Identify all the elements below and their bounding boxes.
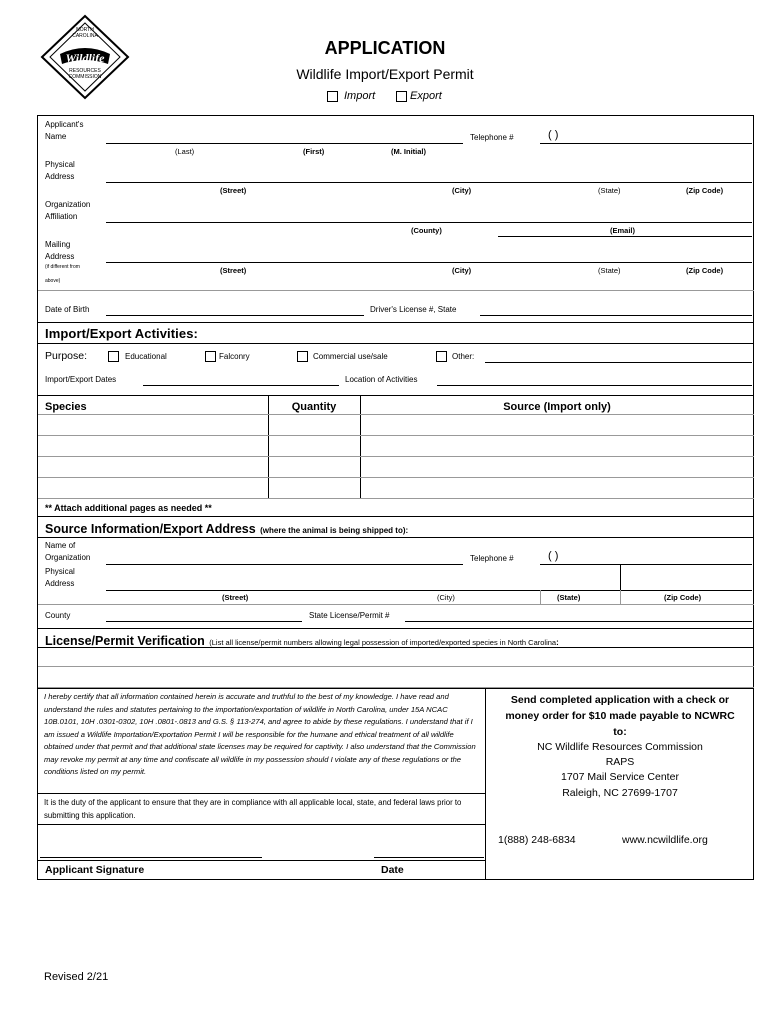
dob-label: Date of Birth (45, 305, 90, 314)
mailing-address-field[interactable] (106, 262, 752, 263)
table-row[interactable] (38, 456, 754, 457)
duty-text: It is the duty of the applicant to ensure that they are in compliance with all applicable local, state, and federal laws prior to submitting this application. (44, 798, 462, 820)
location-field[interactable] (437, 385, 752, 386)
falconry-label: Falconry (219, 352, 250, 361)
email-label: (Email) (610, 226, 636, 235)
attach-note: ** Attach additional pages as needed ** (45, 503, 212, 513)
mailing-label-1: Mailing (45, 240, 71, 249)
name-field[interactable] (106, 143, 463, 144)
mail-city: Raleigh, NC 27699-1707 (562, 787, 678, 799)
divider (38, 343, 754, 344)
applicant-label-2: Name (45, 132, 67, 141)
page-subtitle: Wildlife Import/Export Permit (296, 66, 474, 82)
mailing-label-4: above) (45, 278, 61, 284)
src-city-label: (City) (437, 593, 455, 602)
applicant-label-1: Applicant's (45, 120, 84, 129)
logo-text-wildlife: Wildlife (65, 51, 105, 65)
source-header: Source (Import only) (503, 401, 611, 413)
location-label: Location of Activities (345, 375, 418, 384)
org-field[interactable] (106, 222, 752, 223)
src-county-field[interactable] (106, 621, 302, 622)
logo-text-low: RESOURCES (69, 68, 101, 74)
page-title: APPLICATION (324, 38, 446, 58)
src-address-field[interactable] (106, 590, 752, 591)
src-org-label-2: Organization (45, 553, 91, 562)
date-field[interactable] (374, 857, 484, 858)
src-zip-label: (Zip Code) (664, 593, 702, 602)
physical-address-field[interactable] (106, 182, 752, 183)
export-label: Export (410, 90, 442, 102)
divider (38, 793, 485, 794)
license-field[interactable] (480, 315, 752, 316)
table-row[interactable] (38, 477, 754, 478)
divider (38, 688, 754, 689)
src-cell-divider (620, 564, 621, 591)
table-row[interactable] (38, 435, 754, 436)
import-label: Import (344, 90, 376, 102)
verification-note: (List all license/permit numbers allowing legal possession of imported/exported species in North Carolina (209, 638, 557, 647)
verification-row[interactable] (38, 666, 754, 667)
import-checkbox[interactable] (327, 91, 338, 102)
signature-label: Applicant Signature (45, 864, 145, 876)
src-phys-label-1: Physical (45, 567, 75, 576)
mail-street-label: (Street) (220, 266, 247, 275)
mail-org: NC Wildlife Resources Commission (537, 741, 703, 753)
falconry-checkbox[interactable] (205, 351, 216, 362)
zip-label: (Zip Code) (686, 186, 724, 195)
dates-field[interactable] (143, 385, 339, 386)
educational-checkbox[interactable] (108, 351, 119, 362)
src-cell-divider (620, 590, 621, 604)
src-county-label: County (45, 611, 71, 620)
table-row[interactable] (38, 498, 754, 499)
mi-label: (M. Initial) (391, 147, 426, 156)
divider (38, 516, 754, 517)
mail-state-label: (State) (598, 266, 621, 275)
divider (38, 290, 754, 291)
signature-field[interactable] (40, 857, 262, 858)
source-title: Source Information/Export Address (45, 522, 256, 536)
send-line-1: Send completed application with a check or (510, 694, 730, 706)
mailing-label-2: Address (45, 252, 75, 261)
divider (38, 860, 485, 861)
mailing-label-3: (if different from (45, 264, 80, 270)
src-street-label: (Street) (222, 593, 249, 602)
logo-text-top: NORTH (76, 27, 94, 33)
src-phys-label-2: Address (45, 579, 75, 588)
mail-zip-label: (Zip Code) (686, 266, 724, 275)
divider (38, 647, 754, 648)
state-label: (State) (598, 186, 621, 195)
org-label-1: Organization (45, 200, 91, 209)
src-org-field[interactable] (106, 564, 463, 565)
logo-text-top2: CAROLINA (72, 33, 98, 39)
src-org-label-1: Name of (45, 541, 76, 550)
telephone-label: Telephone # (470, 133, 514, 142)
other-field[interactable] (485, 362, 752, 363)
physical-label-2: Address (45, 172, 75, 181)
source-title-note: (where the animal is being shipped to): (260, 526, 409, 535)
divider (38, 824, 485, 825)
src-license-field[interactable] (405, 621, 752, 622)
dob-field[interactable] (106, 315, 364, 316)
date-label: Date (381, 864, 404, 876)
educational-label: Educational (125, 352, 167, 361)
mail-dept: RAPS (605, 756, 635, 768)
quantity-header: Quantity (291, 401, 337, 413)
last-label: (Last) (175, 147, 195, 156)
mail-web-link[interactable]: www.ncwildlife.org (622, 834, 708, 846)
other-checkbox[interactable] (436, 351, 447, 362)
divider (38, 395, 754, 396)
src-cell-divider (540, 590, 541, 604)
mail-street: 1707 Mail Service Center (561, 771, 679, 783)
mail-phone: 1(888) 248-6834 (498, 834, 576, 846)
send-line-3: to: (613, 726, 627, 738)
ncwrc-logo (40, 14, 130, 100)
src-telephone-field[interactable] (540, 564, 752, 565)
divider (38, 322, 754, 323)
email-field[interactable] (498, 236, 752, 237)
src-telephone-label: Telephone # (470, 554, 514, 563)
other-label: Other: (452, 352, 475, 361)
purpose-label: Purpose: (45, 350, 88, 362)
street-label: (Street) (220, 186, 247, 195)
logo-text-low2: COMMISSION (68, 74, 102, 80)
table-row[interactable] (38, 414, 754, 415)
license-label: Driver's License #, State (370, 305, 457, 314)
physical-label-1: Physical (45, 160, 75, 169)
telephone-field[interactable] (540, 143, 752, 144)
mail-city-label: (City) (452, 266, 472, 275)
src-state-label: (State) (557, 593, 581, 602)
source-title-wrap (45, 520, 408, 538)
src-license-label: State License/Permit # (309, 611, 390, 620)
certify-text: I hereby certify that all information contained herein is accurate and truthful to the best of my knowledge. I have read and understand the rules and statutes pertaining to the importation/exportation of wildlife in North Carolina, under 15A NCAC 10B.0101, 10H .0301-0302, 10H .0801-.0813 and G.S. § 113-274, and agree to abide by these regulations. I understand that if I am issued a Wildlife Importation/Exportation Permit I will be responsible for the humane and ethical treatment of all wildlife obtained under that permit and that additional state licenses may be required for captivity. I also understand that the Commission may revoke my permit at any time and confiscate all wildlife in my possession should I violate any of these regulations or the conditions listed on my permit. (44, 692, 476, 776)
divider (38, 604, 754, 605)
export-checkbox[interactable] (396, 91, 407, 102)
revised-text: Revised 2/21 (44, 971, 109, 983)
commercial-checkbox[interactable] (297, 351, 308, 362)
divider (38, 537, 754, 538)
county-label: (County) (411, 226, 442, 235)
verification-colon: : (556, 638, 559, 647)
src-phone-paren: ( ) (548, 550, 559, 562)
activities-title: Import/Export Activities: (45, 326, 198, 341)
divider (38, 628, 754, 629)
city-label: (City) (452, 186, 472, 195)
commercial-label: Commercial use/sale (313, 352, 388, 361)
send-line-2: money order for $10 made payable to NCWRC (505, 710, 735, 722)
first-label: (First) (303, 147, 325, 156)
dates-label: Import/Export Dates (45, 375, 117, 384)
verification-title: License/Permit Verification (45, 634, 205, 648)
org-label-2: Affiliation (45, 212, 78, 221)
species-header: Species (45, 401, 87, 413)
phone-paren: ( ) (548, 129, 559, 141)
